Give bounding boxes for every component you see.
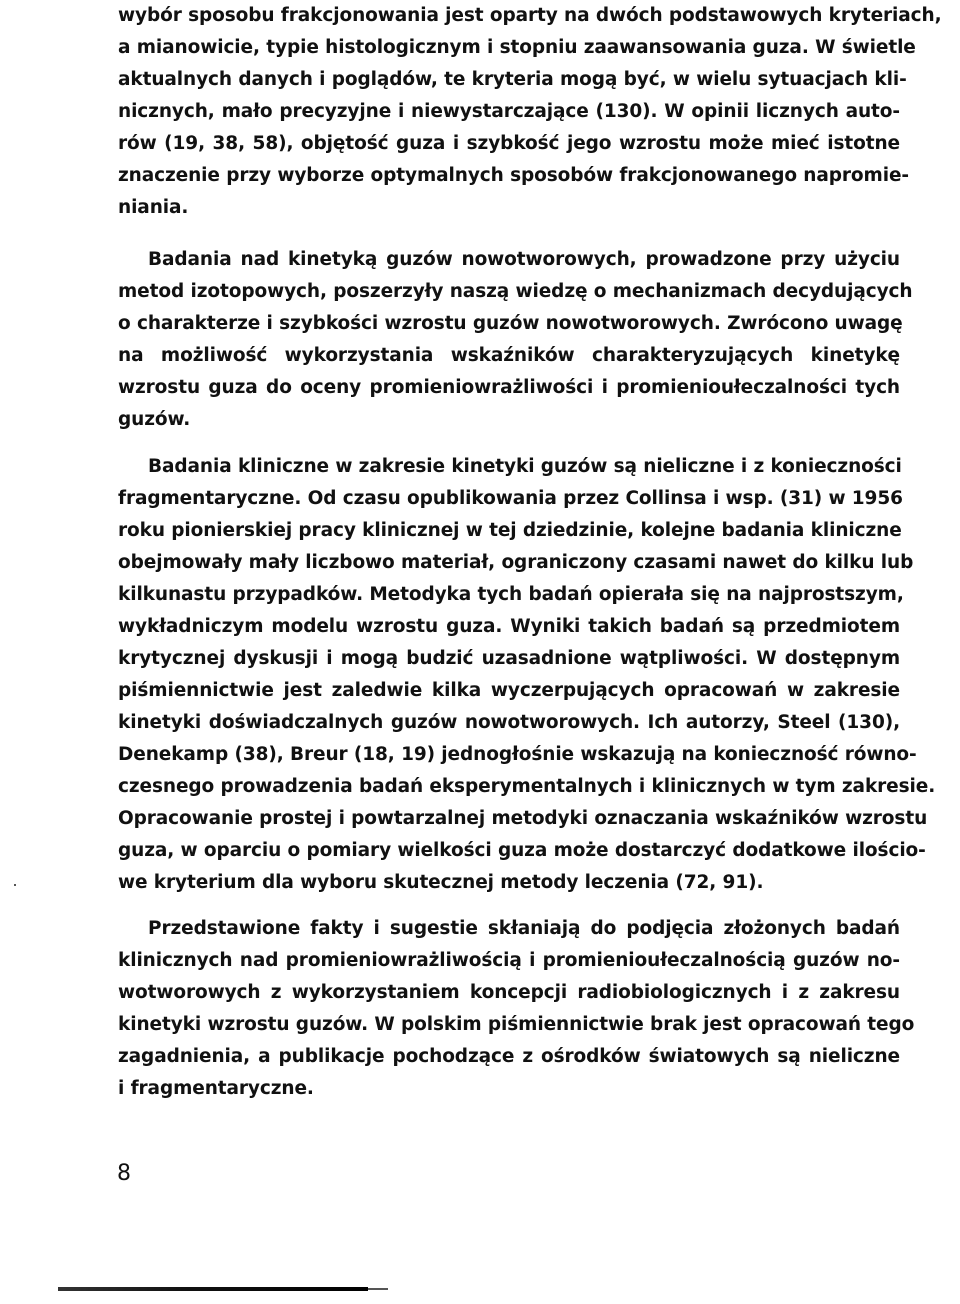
text-line: piśmiennictwie jest zaledwie kilka wyczerpujących opracowań w zakresie [118,680,900,701]
text-line: metod izotopowych, poszerzyły naszą wiedzę o mechanizmach decydujących [118,281,913,302]
paragraph-4 [118,913,915,1105]
text-line: krytycznej dyskusji i mogą budzić uzasadnione wątpliwości. W dostępnym [118,648,900,669]
text-line: we kryterium dla wyboru skutecznej metody leczenia (72, 91). [118,872,764,893]
text-line: kilkunastu przypadków. Metodyka tych badań opierała się na najprostszym, [118,584,904,605]
text-line: nicznych, mało precyzyjne i niewystarczające (130). W opinii licznych auto- [118,101,900,122]
footer-rule [58,1287,368,1291]
text-line: niania. [118,197,189,218]
footer-rule-tail [368,1288,388,1290]
text-line: wzrostu guza do oceny promieniowrażliwości i promienioułeczalności tych [118,377,900,398]
paragraph-1 [118,0,942,224]
text-line: guza, w oparciu o pomiary wielkości guza może dostarczyć dodatkowe ilościo- [118,840,926,861]
text-line: Opracowanie prostej i powtarzalnej metodyki oznaczania wskaźników wzrostu [118,808,928,829]
scan-speck [14,884,16,886]
text-line: aktualnych danych i poglądów, te kryteria mogą być, w wielu sytuacjach kli- [118,69,907,90]
text-line: i fragmentaryczne. [118,1078,314,1099]
text-line: kinetyki wzrostu guzów. W polskim piśmiennictwie brak jest opracowań tego [118,1014,915,1035]
text-line: a mianowicie, typie histologicznym i stopniu zaawansowania guza. W świetle [118,37,916,58]
text-line: kinetyki doświadczalnych guzów nowotworowych. Ich autorzy, Steel (130), [118,712,900,733]
text-line: zagadnienia, a publikacje pochodzące z ośrodków światowych są nieliczne [118,1046,900,1067]
text-line: roku pionierskiej pracy klinicznej w tej dziedzinie, kolejne badania kliniczne [118,520,902,541]
text-line: klinicznych nad promieniowrażliwością i promienioułeczalnością guzów no- [118,950,900,971]
paragraph-3 [118,451,936,899]
text-line: wotworowych z wykorzystaniem koncepcji radiobiologicznych i z zakresu [118,982,900,1003]
text-line: Badania kliniczne w zakresie kinetyki guzów są nieliczne i z konieczności [148,456,902,477]
page-number: 8 [117,1161,131,1186]
text-line: czesnego prowadzenia badań eksperymentalnych i klinicznych w tym zakresie. [118,776,936,797]
text-line: Badania nad kinetyką guzów nowotworowych, prowadzone przy użyciu [148,249,900,270]
text-line: o charakterze i szybkości wzrostu guzów nowotworowych. Zwrócono uwagę [118,313,903,334]
text-line: wybór sposobu frakcjonowania jest oparty na dwóch podstawowych kryteriach, [118,5,942,26]
text-line: fragmentaryczne. Od czasu opublikowania przez Collinsa i wsp. (31) w 1956 [118,488,903,509]
text-line: Denekamp (38), Breur (18, 19) jednogłośnie wskazują na konieczność równo- [118,744,917,765]
text-line: znaczenie przy wyborze optymalnych sposobów frakcjonowanego napromie- [118,165,909,186]
text-line: wykładniczym modelu wzrostu guza. Wyniki takich badań są przedmiotem [118,616,900,637]
paragraph-2 [118,244,913,436]
text-line: obejmowały mały liczbowo materiał, ograniczony czasami nawet do kilku lub [118,552,914,573]
text-line: rów (19, 38, 58), objętość guza i szybkość jego wzrostu może mieć istotne [118,133,900,154]
text-line: Przedstawione fakty i sugestie skłaniają do podjęcia złożonych badań [148,918,900,939]
text-line: guzów. [118,409,191,430]
text-line: na możliwość wykorzystania wskaźników charakteryzujących kinetykę [118,345,900,366]
